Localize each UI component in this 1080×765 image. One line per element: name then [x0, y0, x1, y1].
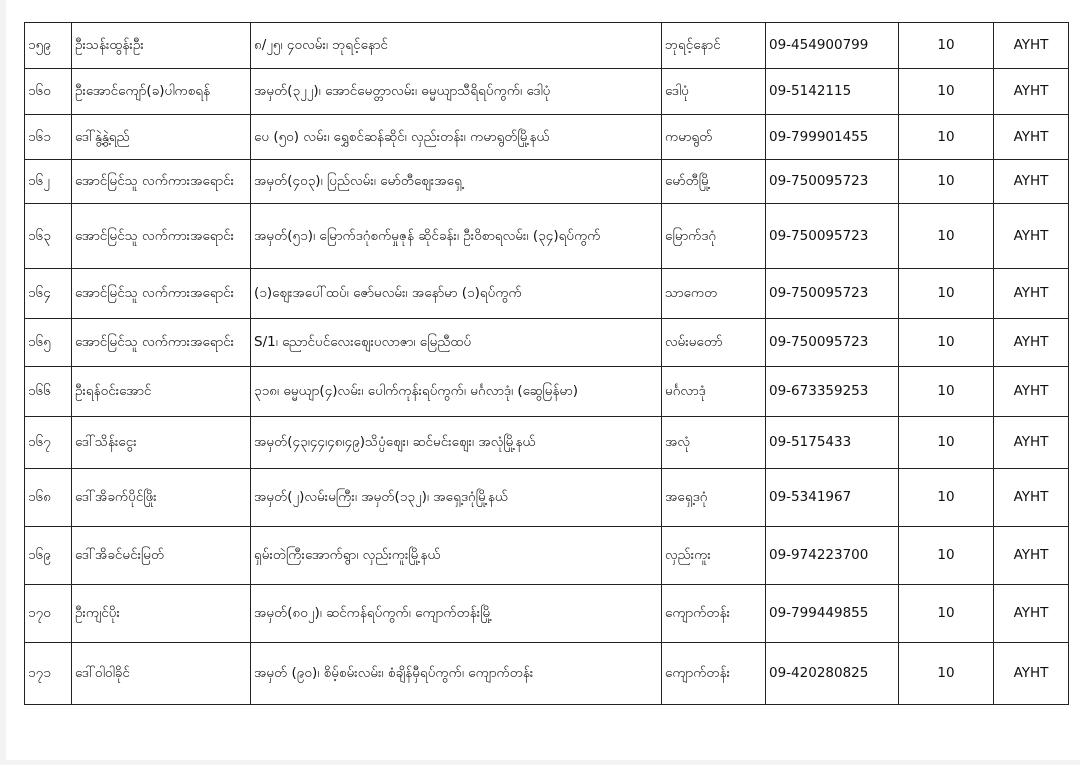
phone-cell: 09-974223700: [766, 527, 899, 585]
address-cell: အမှတ်(၈၀၂)၊ ဆင်ကန်ရပ်ကွက်၊ ကျောက်တန်းမြို့: [251, 585, 662, 643]
address-cell: (၁)ဈေးအပေါ်ထပ်၊ ဇော်မလမ်း၊ အနော်မာ (၁)ရပ်ကွက်: [251, 269, 662, 319]
code-cell: AYHT: [994, 23, 1069, 69]
township-cell: မြောက်ဒဂုံ: [662, 204, 766, 269]
table-row: [25, 527, 1069, 585]
table-row: [25, 160, 1069, 204]
township-cell: ကမာရွတ်: [662, 115, 766, 160]
code-cell: AYHT: [994, 69, 1069, 115]
table-row: [25, 585, 1069, 643]
row-number-cell: ၁၆၆: [25, 367, 72, 417]
address-cell: အမှတ်(၄၃၊၄၄၊၄၈၊၄၉)သိပ္ပံဈေး၊ ဆင်မင်းဈေး၊ အလုံမြို့နယ်: [251, 417, 662, 469]
township-cell: ကျောက်တန်း: [662, 585, 766, 643]
quantity-cell: 10: [899, 469, 994, 527]
phone-cell: 09-5175433: [766, 417, 899, 469]
address-cell: အမှတ်(၅၁)၊ မြောက်ဒဂုံစက်မှုဇုန် ဆိုင်ခန်း၊ ဦးဝိစာရလမ်း၊ (၃၄)ရပ်ကွက်: [251, 204, 662, 269]
row-number-cell: ၁၆၄: [25, 269, 72, 319]
row-number-cell: ၁၆၇: [25, 417, 72, 469]
quantity-cell: 10: [899, 160, 994, 204]
code-cell: AYHT: [994, 643, 1069, 705]
name-cell: ဦးရန်ဝင်းအောင်: [72, 367, 251, 417]
table-row: [25, 115, 1069, 160]
name-cell: ဒေါ်သိန်းငွေး: [72, 417, 251, 469]
row-number-cell: ၁၇၁: [25, 643, 72, 705]
phone-cell: 09-673359253: [766, 367, 899, 417]
row-number-cell: ၁၆၁: [25, 115, 72, 160]
quantity-cell: 10: [899, 417, 994, 469]
quantity-cell: 10: [899, 585, 994, 643]
address-cell: အမှတ် (၉၀)၊ စိမ့်စမ်းလမ်း၊ စံချိန်မှီရပ်ကွက်၊ ကျောက်တန်း: [251, 643, 662, 705]
table-row: [25, 643, 1069, 705]
table-row: [25, 204, 1069, 269]
code-cell: AYHT: [994, 417, 1069, 469]
quantity-cell: 10: [899, 204, 994, 269]
name-cell: ဦးသန်းထွန်းဦး: [72, 23, 251, 69]
quantity-cell: 10: [899, 643, 994, 705]
township-cell: လမ်းမတော်: [662, 319, 766, 367]
quantity-cell: 10: [899, 269, 994, 319]
code-cell: AYHT: [994, 269, 1069, 319]
name-cell: ဒေါ်ဝါဝါခိုင်: [72, 643, 251, 705]
phone-cell: 09-420280825: [766, 643, 899, 705]
township-cell: အလုံ: [662, 417, 766, 469]
table-row: [25, 469, 1069, 527]
table-row: [25, 367, 1069, 417]
phone-cell: 09-5341967: [766, 469, 899, 527]
code-cell: AYHT: [994, 319, 1069, 367]
row-number-cell: ၁၆၅: [25, 319, 72, 367]
table-row: [25, 69, 1069, 115]
township-cell: မော်တီမြို့: [662, 160, 766, 204]
township-cell: သာကေတ: [662, 269, 766, 319]
name-cell: အောင်မြင်သူ လက်ကားအရောင်း: [72, 160, 251, 204]
name-cell: အောင်မြင်သူ လက်ကားအရောင်း: [72, 319, 251, 367]
code-cell: AYHT: [994, 204, 1069, 269]
address-cell: ၈/၂၅၊ ၄၀လမ်း၊ ဘုရင့်နောင်: [251, 23, 662, 69]
code-cell: AYHT: [994, 585, 1069, 643]
records-table-body: [25, 23, 1069, 705]
table-row: [25, 319, 1069, 367]
phone-cell: 09-799449855: [766, 585, 899, 643]
code-cell: AYHT: [994, 469, 1069, 527]
phone-cell: 09-750095723: [766, 160, 899, 204]
row-number-cell: ၁၆၃: [25, 204, 72, 269]
name-cell: ဦးအောင်ကျော်(ခ)ပါကစရန်: [72, 69, 251, 115]
township-cell: လှည်းကူး: [662, 527, 766, 585]
name-cell: ဒေါ်အိခက်ပိုင်ဖြိုး: [72, 469, 251, 527]
row-number-cell: ၁၆၀: [25, 69, 72, 115]
code-cell: AYHT: [994, 527, 1069, 585]
address-cell: ပေ (၅၀) လမ်း၊ ရွှေစင်ဆန်ဆိုင်၊ လှည်းတန်း၊ ကမာရွတ်မြို့နယ်: [251, 115, 662, 160]
phone-cell: 09-5142115: [766, 69, 899, 115]
name-cell: ဦးကျင်ပိုး: [72, 585, 251, 643]
row-number-cell: ၁၆၉: [25, 527, 72, 585]
name-cell: အောင်မြင်သူ လက်ကားအရောင်း: [72, 269, 251, 319]
table-row: [25, 269, 1069, 319]
row-number-cell: ၁၆၈: [25, 469, 72, 527]
township-cell: ဘုရင့်နောင်: [662, 23, 766, 69]
quantity-cell: 10: [899, 23, 994, 69]
township-cell: ကျောက်တန်း: [662, 643, 766, 705]
address-cell: ၃၁၈၊ ဓမ္မယျာ(၄)လမ်း၊ ပေါက်ကုန်းရပ်ကွက်၊ မင်္ဂလာဒုံ၊ (ဆွေမြန်မာ): [251, 367, 662, 417]
code-cell: AYHT: [994, 367, 1069, 417]
row-number-cell: ၁၅၉: [25, 23, 72, 69]
quantity-cell: 10: [899, 69, 994, 115]
records-table: [24, 22, 1069, 705]
phone-cell: 09-750095723: [766, 319, 899, 367]
name-cell: ဒေါ်အိခင်မင်းမြတ်: [72, 527, 251, 585]
address-cell: အမှတ်(၂)လမ်းမကြီး၊ အမှတ်(၁၃၂)၊ အရှေ့ဒဂုံမြို့နယ်: [251, 469, 662, 527]
township-cell: မင်္ဂလာဒုံ: [662, 367, 766, 417]
phone-cell: 09-750095723: [766, 204, 899, 269]
address-cell: အမှတ်(၃၂၂)၊ အောင်မေတ္တာလမ်း၊ ဓမ္မယျာသီရိရပ်ကွက်၊ ဒေါပုံ: [251, 69, 662, 115]
name-cell: အောင်မြင်သူ လက်ကားအရောင်း: [72, 204, 251, 269]
address-cell: အမှတ်(၄၀၃)၊ ပြည်လမ်း၊ မော်တီဈေးအရှေ့: [251, 160, 662, 204]
row-number-cell: ၁၇၀: [25, 585, 72, 643]
address-cell: S/1၊ ညောင်ပင်လေးဈေးပလာဇာ၊ မြေညီထပ်: [251, 319, 662, 367]
table-row: [25, 23, 1069, 69]
address-cell: ရှမ်းတဲကြီးအောက်ရွာ၊ လှည်းကူးမြို့နယ်: [251, 527, 662, 585]
phone-cell: 09-454900799: [766, 23, 899, 69]
quantity-cell: 10: [899, 367, 994, 417]
township-cell: အရှေ့ဒဂုံ: [662, 469, 766, 527]
table-row: [25, 417, 1069, 469]
row-number-cell: ၁၆၂: [25, 160, 72, 204]
quantity-cell: 10: [899, 527, 994, 585]
document-page: [6, 0, 1080, 760]
quantity-cell: 10: [899, 319, 994, 367]
code-cell: AYHT: [994, 115, 1069, 160]
name-cell: ဒေါ်နွဲ့နွဲ့ရည်: [72, 115, 251, 160]
quantity-cell: 10: [899, 115, 994, 160]
township-cell: ဒေါပုံ: [662, 69, 766, 115]
phone-cell: 09-750095723: [766, 269, 899, 319]
phone-cell: 09-799901455: [766, 115, 899, 160]
code-cell: AYHT: [994, 160, 1069, 204]
